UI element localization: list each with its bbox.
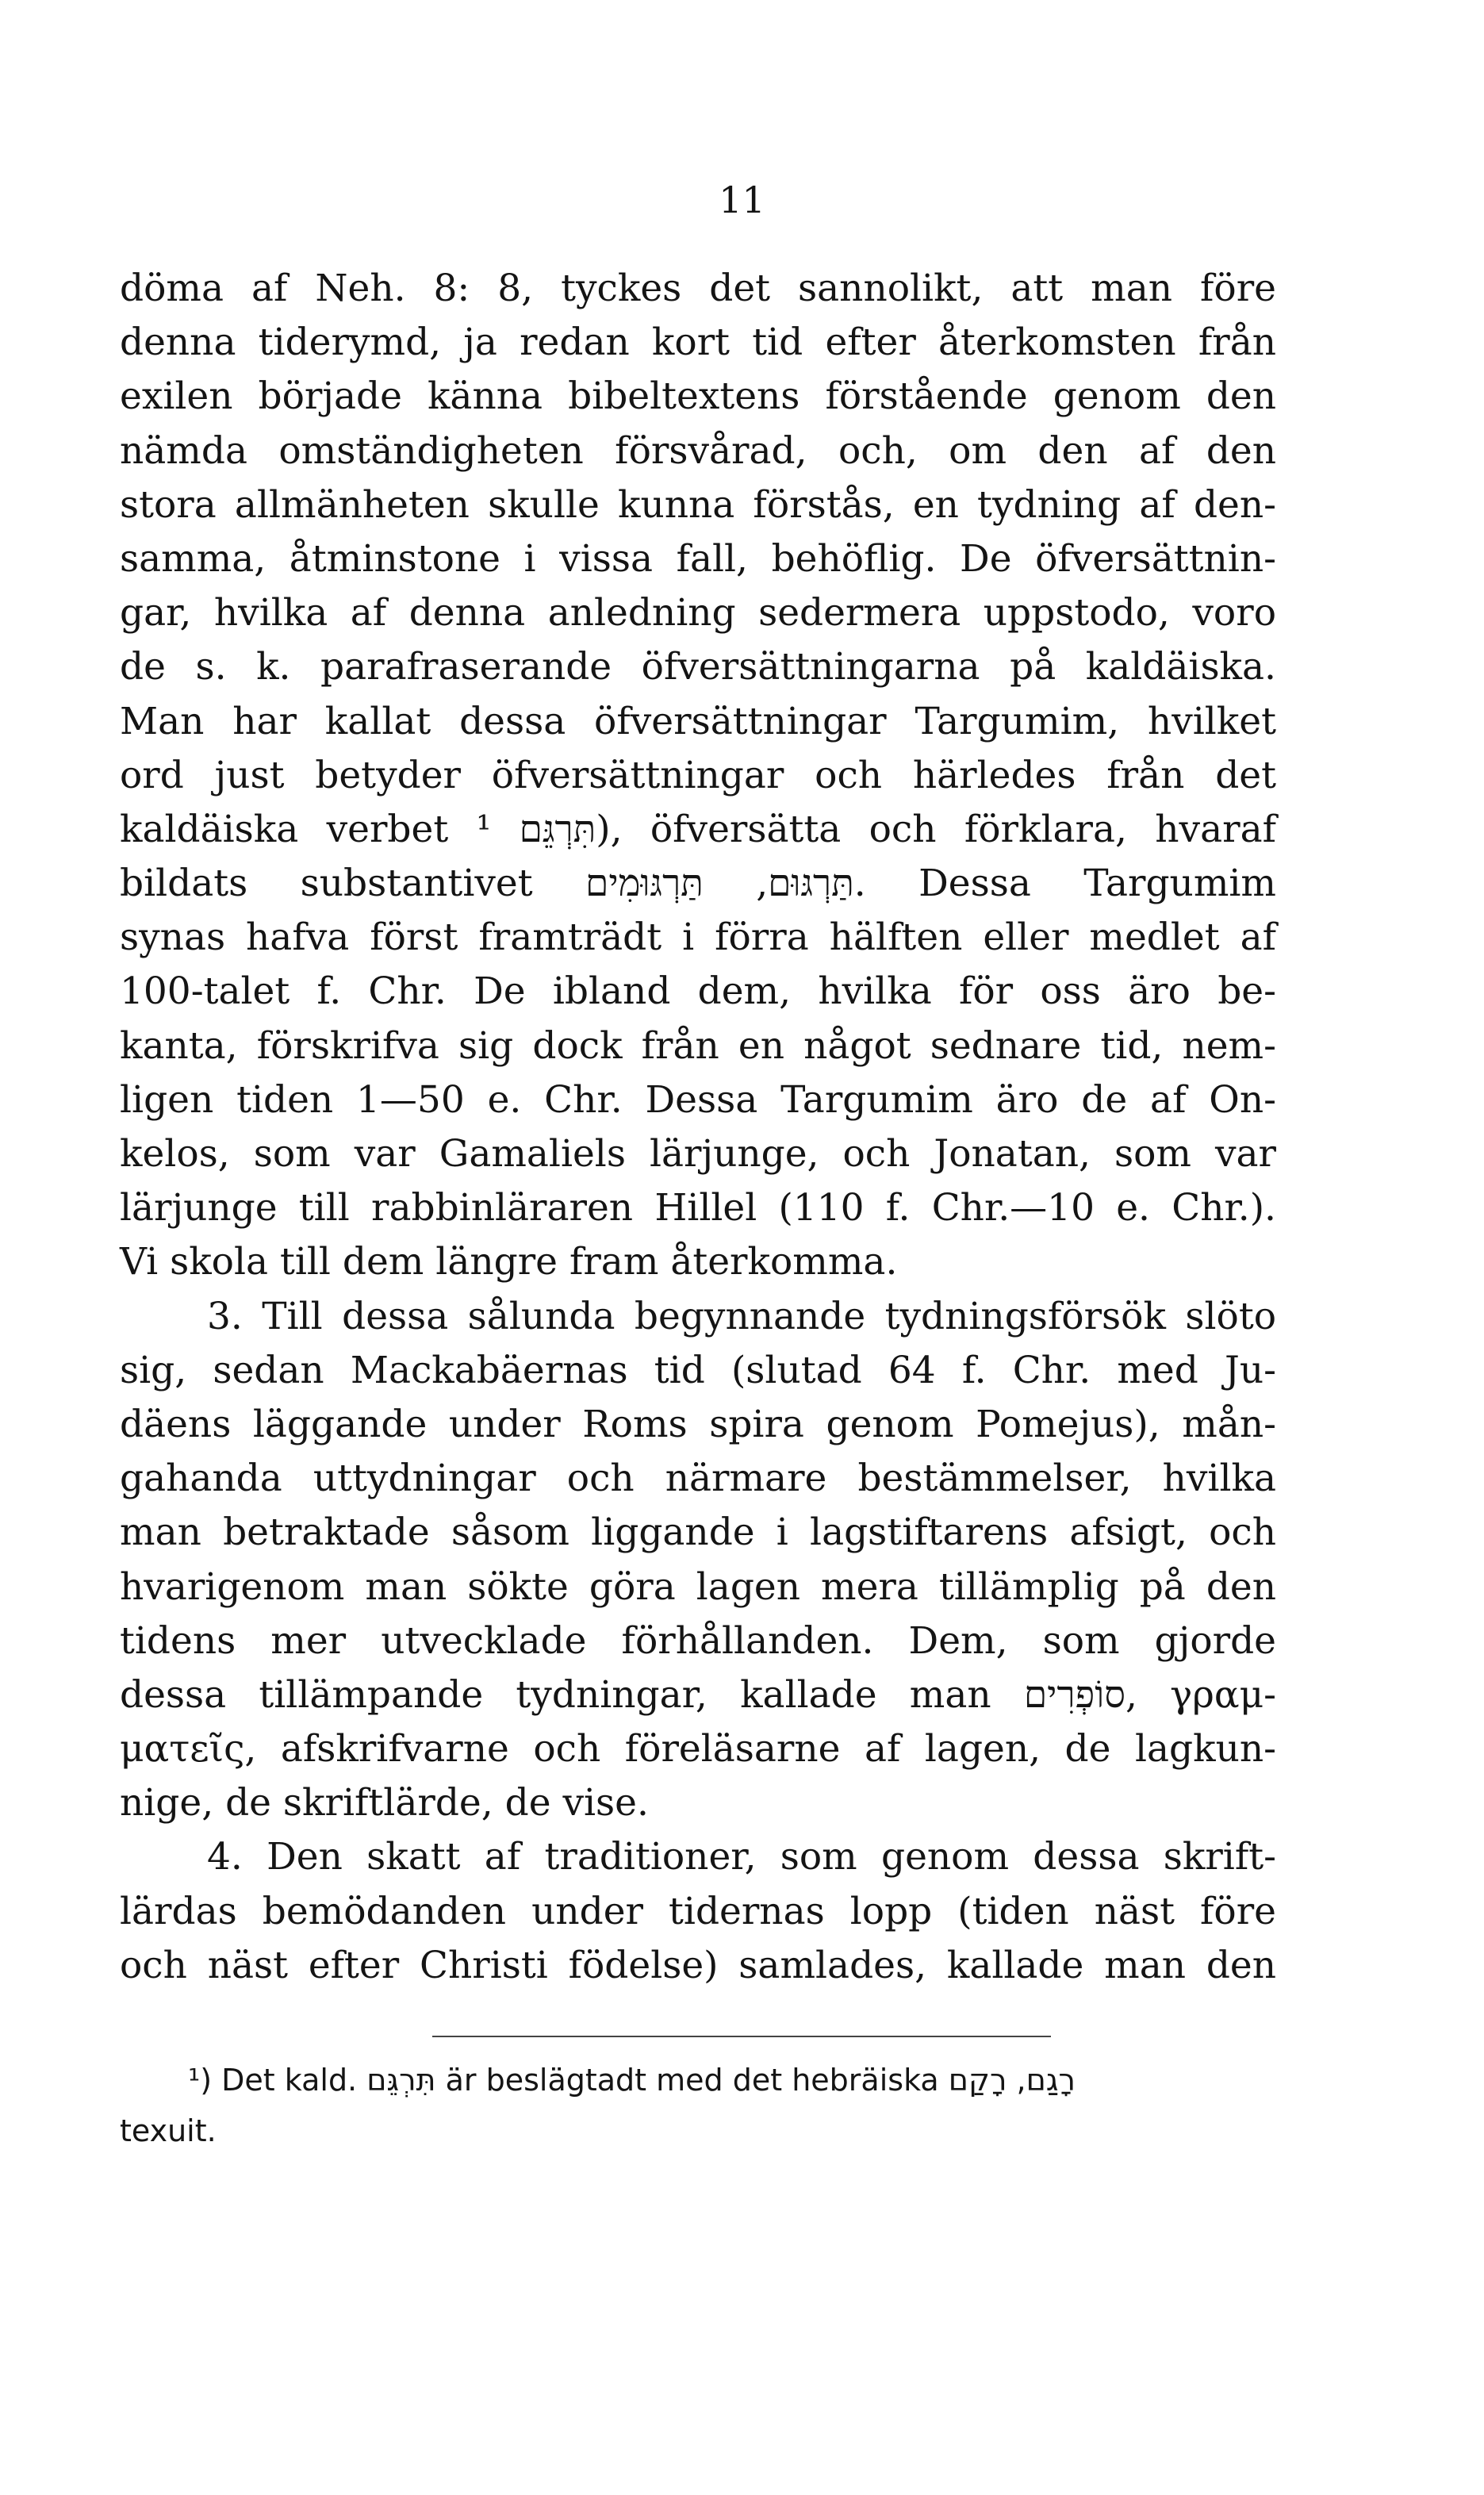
footnote-line: ¹) Det kald. תִּרְגֵּם är beslägtadt med det hebräiska רָגַם, רָקַם [188,2063,1076,2098]
page-number: 11 [719,178,765,221]
text-line: däens läggande under Roms spira genom Pomejus), mån- [120,1402,1276,1446]
text-line: Vi skola till dem längre fram återkomma. [120,1240,898,1284]
body-text [120,262,1276,1993]
text-line: dessa tillämpande tydningar, kallade man סוֹפְרִים, γραμ- [120,1672,1276,1717]
text-line: bildats substantivet תַּרְגּוּם, תַּרְגּוּמִים. Dessa Targumim [120,862,1276,906]
text-line: de s. k. parafraserande öfversättningarna på kaldäiska. [120,645,1276,689]
text-line: och näst efter Christi födelse) samlades, kallade man den [120,1943,1276,1987]
text-line: 100-talet f. Chr. De ibland dem, hvilka för oss äro be- [120,969,1276,1014]
text-line: synas hafva först framträdt i förra hälften eller medlet af [120,915,1276,960]
text-line: 4. Den skatt af traditioner, som genom dessa skrift- [207,1835,1276,1879]
text-line: kelos, som var Gamaliels lärjunge, och Jonatan, som var [120,1132,1276,1176]
text-line: lärdas bemödanden under tidernas lopp (tiden näst före [120,1889,1276,1933]
text-line: ord just betyder öfversättningar och härledes från det [120,753,1276,797]
text-line: gahanda uttydningar och närmare bestämmelser, hvilka [120,1457,1276,1501]
text-line: tidens mer utvecklade förhållanden. Dem, som gjorde [120,1618,1276,1663]
text-line: nämda omständigheten försvårad, och, om den af den [120,428,1276,473]
text-line: man betraktade såsom liggande i lagstiftarens afsigt, och [120,1510,1276,1555]
text-line: exilen började känna bibeltextens förstående genom den [120,374,1276,419]
footnote-line: texuit. [120,2113,217,2148]
text-line: kanta, förskrifva sig dock från en något sednare tid, nem- [120,1023,1276,1068]
text-line: gar, hvilka af denna anledning sedermera uppstodo, voro [120,591,1276,635]
text-line: döma af Neh. 8: 8, tyckes det sannolikt, att man före [120,267,1276,310]
text-line: sig, sedan Mackabäernas tid (slutad 64 f. Chr. med Ju- [120,1348,1276,1392]
text-line: hvarigenom man sökte göra lagen mera tillämplig på den [120,1564,1276,1609]
text-line: ματεῖς, afskrifvarne och föreläsarne af lagen, de lagkun- [120,1727,1276,1771]
text-line: nige, de skriftlärde, de vise. [120,1781,649,1825]
text-line: 3. Till dessa sålunda begynnande tydningsförsök slöto [207,1294,1276,1338]
text-line: stora allmänheten skulle kunna förstås, en tydning af den- [120,482,1276,527]
footnote [120,2055,1333,2156]
text-line: Man har kallat dessa öfversättningar Targumim, hvilket [120,699,1276,743]
footnote-separator [432,2036,1051,2037]
text-line: denna tiderymd, ja redan kort tid efter återkomsten från [120,321,1276,365]
text-line: ligen tiden 1—50 e. Chr. Dessa Targumim äro de af On- [120,1077,1276,1122]
text-line: lärjunge till rabbinläraren Hillel (110 f. Chr.—10 e. Chr.). [120,1186,1276,1230]
text-line: kaldäiska verbet תִּרְגֵּם ¹), öfversätta och förklara, hvaraf [120,807,1276,851]
text-line: samma, åtminstone i vissa fall, behöflig. De öfversättnin- [120,536,1276,581]
